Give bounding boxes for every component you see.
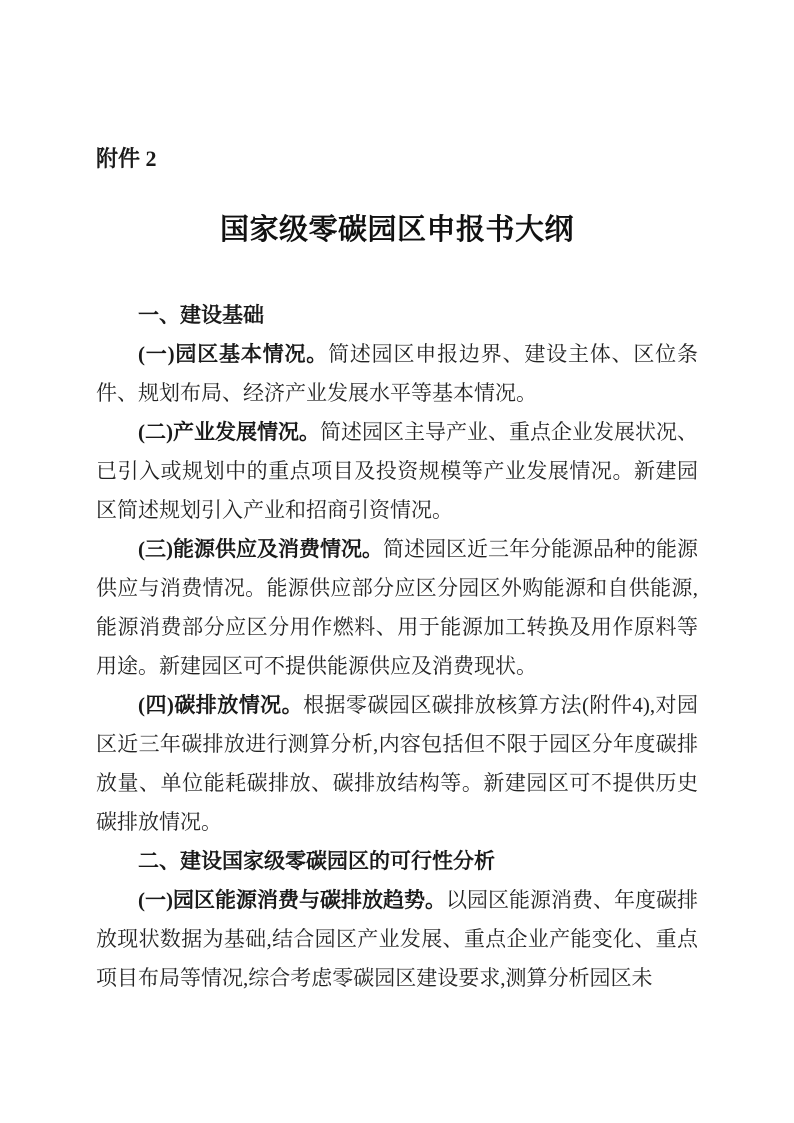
paragraph-1-1-text: 简述园区申报边界、建设主体、区位条件、规划布局、经济产业发展水平等基本情况。 (96, 342, 698, 405)
page-content (0, 139, 794, 998)
annex-label: 附件 2 (96, 146, 157, 171)
paragraph-1-2-lead: (二)产业发展情况。 (138, 420, 320, 444)
paragraph-1-4-text: 根据零碳园区碳排放核算方法(附件4),对园区近三年碳排放进行测算分析,内容包括但不限于园区分年度碳排放量、单位能耗碳排放、碳排放结构等。新建园区可不提供历史碳排放情况。 (96, 693, 698, 834)
paragraph-1-4 (96, 686, 698, 842)
paragraph-2-1 (96, 881, 698, 998)
paragraph-1-3-lead: (三)能源供应及消费情况。 (138, 537, 383, 561)
document-title: 国家级零碳园区申报书大纲 (219, 214, 574, 246)
paragraph-1-2 (96, 413, 698, 530)
paragraph-2-1-text: 以园区能源消费、年度碳排放现状数据为基础,结合园区产业发展、重点企业产能变化、重点项目布局等情况,综合考虑零碳园区建设要求,测算分析园区未 (96, 888, 698, 990)
section-heading-2: 二、建设国家级零碳园区的可行性分析 (138, 850, 495, 873)
paragraph-1-4-lead: (四)碳排放情况。 (138, 693, 304, 717)
paragraph-1-1 (96, 335, 698, 413)
paragraph-1-3-text: 简述园区近三年分能源品种的能源供应与消费情况。能源供应部分应区分园区外购能源和自供能源,能源消费部分应区分用作燃料、用于能源加工转换及用作原料等用途。新建园区可不提供能源供应及消费现状。 (96, 537, 698, 678)
paragraph-1-2-text: 简述园区主导产业、重点企业发展状况、已引入或规划中的重点项目及投资规模等产业发展情况。新建园区简述规划引入产业和招商引资情况。 (96, 420, 698, 522)
section-heading-1: 一、建设基础 (138, 304, 264, 327)
paragraph-1-3 (96, 530, 698, 686)
paragraph-1-1-lead: (一)园区基本情况。 (138, 342, 329, 366)
paragraph-2-1-lead: (一)园区能源消费与碳排放趋势。 (138, 888, 446, 912)
